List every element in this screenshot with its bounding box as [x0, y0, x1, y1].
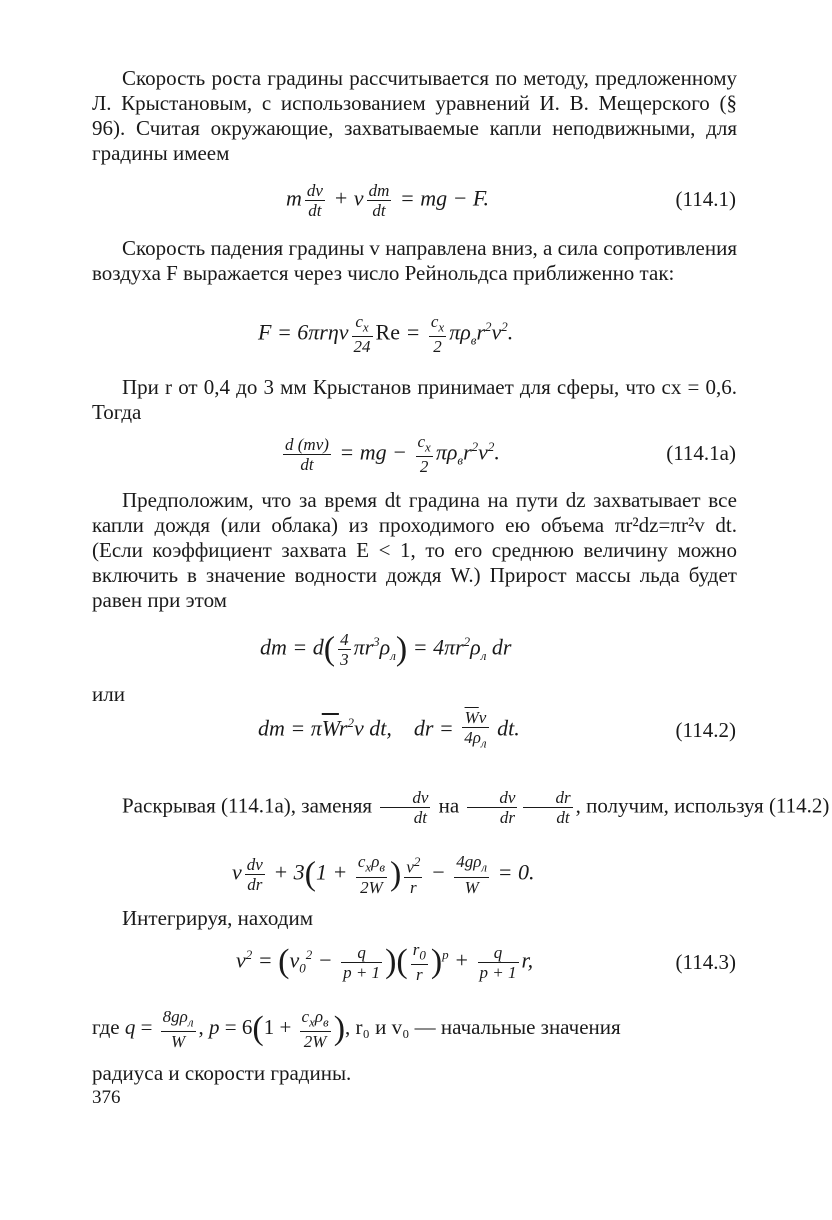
paragraph-expanding: Раскрывая (114.1а), заменяя $\frac{dv}{dt}$ на $\frac{dv}{dr}$ $\frac{dr}{dt}$ , получим, используя (114.2)	[122, 788, 830, 827]
equation-velocity-ode: v $\frac{dv}{dr}$ + 3(1 + $\frac{c_x\rho_в}{2\overline{W}}$ ) $\frac{v^2}{r}$ − $\frac{4g\rho_л}{W}$ = 0.	[232, 852, 535, 897]
equation-number-114-3: (114.3)	[675, 950, 736, 974]
equation-114-1: m $\frac{dv}{dt}$ + v $\frac{dm}{dt}$ = mg − F.	[286, 181, 490, 220]
paragraph-krystanov: При r от 0,4 до 3 мм Крыстанов принимает для сферы, что cx = 0,6. Тогда	[92, 375, 737, 424]
paragraph-integrating: Интегрируя, находим	[122, 906, 313, 930]
where-text-b: , r₀ и v₀ — начальные значения	[345, 1015, 621, 1040]
paragraph-or: или	[92, 682, 125, 706]
expanding-text-c: , получим, используя (114.2)	[575, 793, 830, 818]
where-text-a: где	[92, 1015, 120, 1040]
equation-114-1a: $\frac{d (mv)}{dt}$ = mg − $\frac{c_x}{2}$ $\pi\rho_вr^2v^2$.	[285, 432, 500, 477]
expanding-text-a: Раскрывая (114.1а), заменяя	[122, 793, 373, 818]
equation-number-114-1a: (114.1а)	[666, 441, 736, 465]
paragraph-intro: Скорость роста градины рассчитывается по методу, предложенному Л. Крыстановым, с использованием уравнений И. В. Мещерского (§ 96). Считая окружающие, захватываемые капли неподвижными, для градины имеем	[92, 66, 737, 165]
equation-mass-increase: dm = d( $\frac{4}{3}$ $\pi r^3\rho_л) = 4\pi r^2\rho_л$ dr	[260, 630, 512, 669]
expanding-text-b: на	[438, 793, 460, 818]
paragraph-where: где q = $\frac{8g\rho_л}{W}$ , p = 6(1 + $\frac{c_x\rho_в}{2\overline{W}}$ ), r₀ и v₀ — начальные значения	[92, 1007, 621, 1052]
equation-number-114-1: (114.1)	[675, 187, 736, 211]
page-number: 376	[92, 1087, 121, 1108]
equation-114-2: dm = $\pi\overline{W}r^2v$ dt, dr = $\frac{\overline{W}v}{4\rho_л}$ dt.	[258, 708, 520, 751]
paragraph-drag-force: Скорость падения градины v направлена вниз, а сила сопротивления воздуха F выражается через число Рейнольдса приближенно так:	[92, 236, 737, 285]
equation-114-3: $v^2 = (v_0^2$ − $\frac{q}{p + 1}$ )( $\frac{r_0}{r}$ )$^p$ + $\frac{q}{p + 1}$ r,	[236, 940, 534, 985]
equation-number-114-2: (114.2)	[675, 718, 736, 742]
paragraph-assumption: Предположим, что за время dt градина на пути dz захватывает все капли дождя (или облака) из проходимого ею объема πr²dz=πr²v dt. (Если коэффициент захвата E < 1, то его среднюю величину можно включить в значение водности дождя W.) Прирост массы льда будет равен при этом	[92, 488, 737, 612]
paragraph-where-end: радиуса и скорости градины.	[92, 1061, 352, 1085]
equation-drag-force: F = 6πrηv $\frac{c_x}{24}$ Re = $\frac{c_x}{2}$ $\pi\rho_вr^2v^2$.	[258, 312, 514, 357]
